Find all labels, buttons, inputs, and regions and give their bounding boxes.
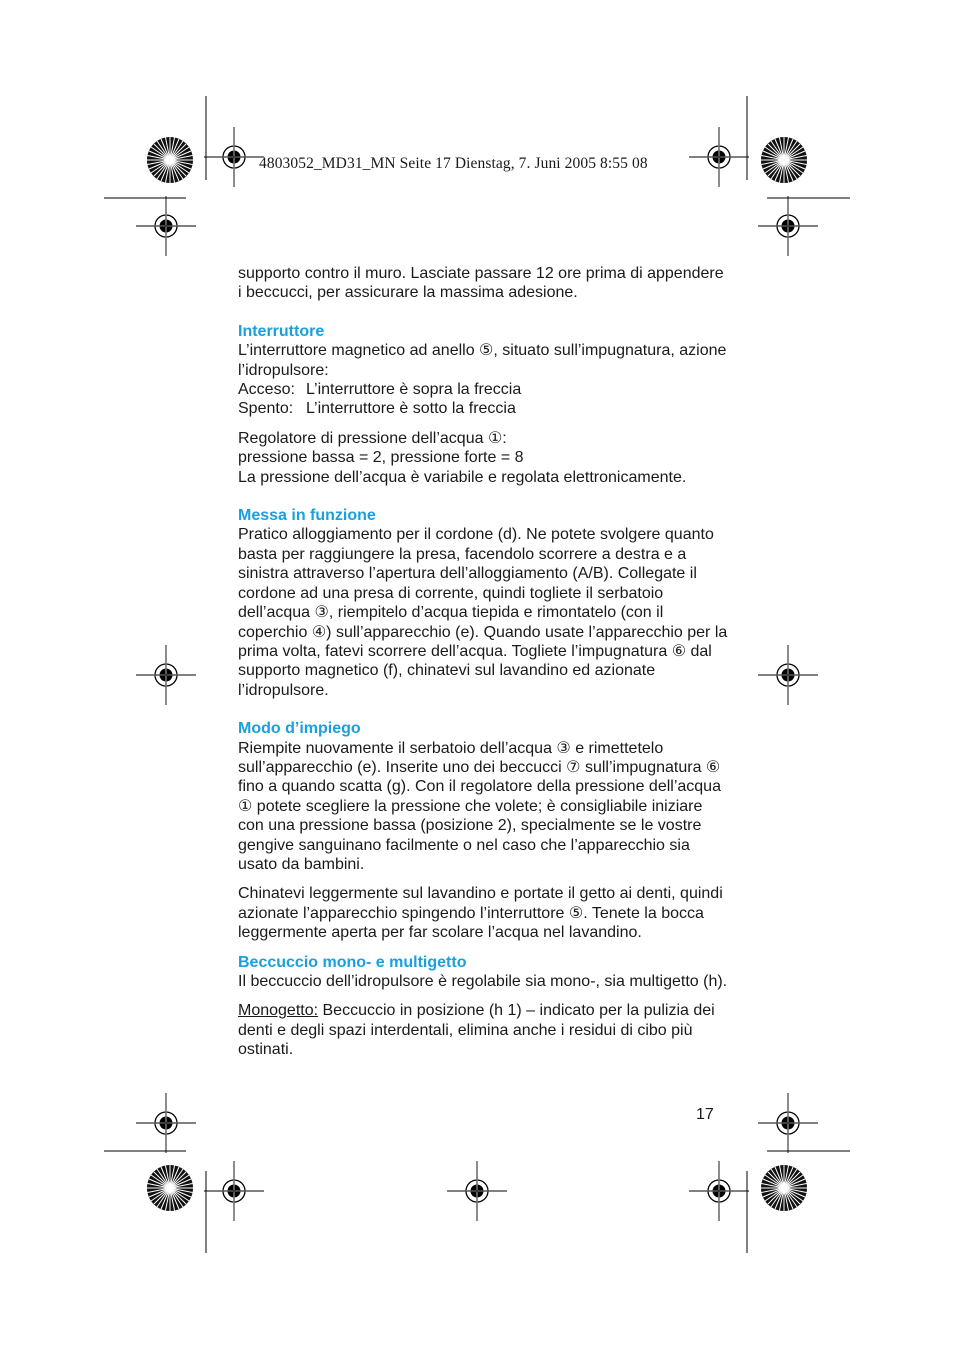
- heading-beccuccio: Beccuccio mono- e multigetto: [238, 953, 467, 971]
- switch-off-label: Spento:: [238, 400, 294, 418]
- monogetto-paragraph: [238, 1001, 728, 1059]
- messa-in-funzione-text: Pratico alloggiamento per il cordone (d). Ne potete svolgere quanto basta per raggiungere la presa, facendolo scorrere a destra e a sinistra attraverso l’apertura dell’alloggiamento (A/B). Collegate il cordone ad una presa di corrente, quindi togliete il serbatoio dell’acqua ③, riempitelo d’acqua tiepida e rimontatelo (con il coperchio ④) sull’apparecchio (e). Quando usate l’apparecchio per la prima volta, fatevi scorrere dell’acqua. Togliete l’impugnatura ⑥ dal supporto magnetico (f), chinatevi sul lavandino ed azionate l’idropulsore.: [238, 526, 728, 699]
- switch-on-text: L’interruttore è sopra la freccia: [306, 381, 522, 399]
- heading-modo-impiego: Modo d’impiego: [238, 720, 361, 738]
- print-slug-header: 4803052_MD31_MN Seite 17 Dienstag, 7. Juni 2005 8:55 08: [259, 155, 648, 172]
- interruttore-text: L’interruttore magnetico ad anello ⑤, situato sull’impugnatura, azione l’idropulsore:: [238, 342, 727, 379]
- pressure-note-line: La pressione dell’acqua è variabile e regolata elettronicamente.: [238, 468, 687, 486]
- pressure-values-line: pressione bassa = 2, pressione forte = 8: [238, 449, 524, 467]
- intro-paragraph: supporto contro il muro. Lasciate passare 12 ore prima di appendere i beccucci, per assicurare la massima adesione.: [238, 265, 724, 302]
- monogetto-text: Beccuccio in posizione (h 1) – indicato per la pulizia dei denti e degli spazi interdentali, elimina anche i residui di cibo più ostinati.: [238, 1002, 715, 1059]
- modo-impiego-text: Riempite nuovamente il serbatoio dell’acqua ③ e rimettetelo sull’apparecchio (e). Inserite uno dei beccucci ⑦ sull’impugnatura ⑥ fino a quando scatta (g). Con il regolatore della pressione dell’acqua ① potete scegliere la pressione che volete; è consigliabile iniziare con una pressione bassa (posizione 2), specialmente se le vostre gengive sanguinano facilmente o nel caso che l’apparecchio sia usato da bambini.: [238, 739, 721, 873]
- monogetto-label: Monogetto:: [238, 1002, 319, 1020]
- heading-interruttore: Interruttore: [238, 322, 325, 340]
- beccuccio-text: Il beccuccio dell’idropulsore è regolabile sia mono-, sia multigetto (h).: [238, 973, 728, 990]
- switch-on-row: [238, 380, 728, 399]
- switch-on-label: Acceso:: [238, 381, 295, 399]
- heading-messa-in-funzione: Messa in funzione: [238, 507, 376, 525]
- pressure-regulator-line: Regolatore di pressione dell’acqua ①:: [238, 429, 507, 447]
- switch-off-text: L’interruttore è sotto la freccia: [306, 400, 516, 418]
- page-number: 17: [696, 1106, 714, 1123]
- page-content: [238, 264, 728, 1060]
- switch-off-row: [238, 399, 728, 418]
- modo-impiego-text-2: Chinatevi leggermente sul lavandino e portate il getto ai denti, quindi azionate l’apparecchio spingendo l’interruttore ⑤. Tenete la bocca leggermente aperta per far scolare l’acqua nel lavandino.: [238, 885, 723, 942]
